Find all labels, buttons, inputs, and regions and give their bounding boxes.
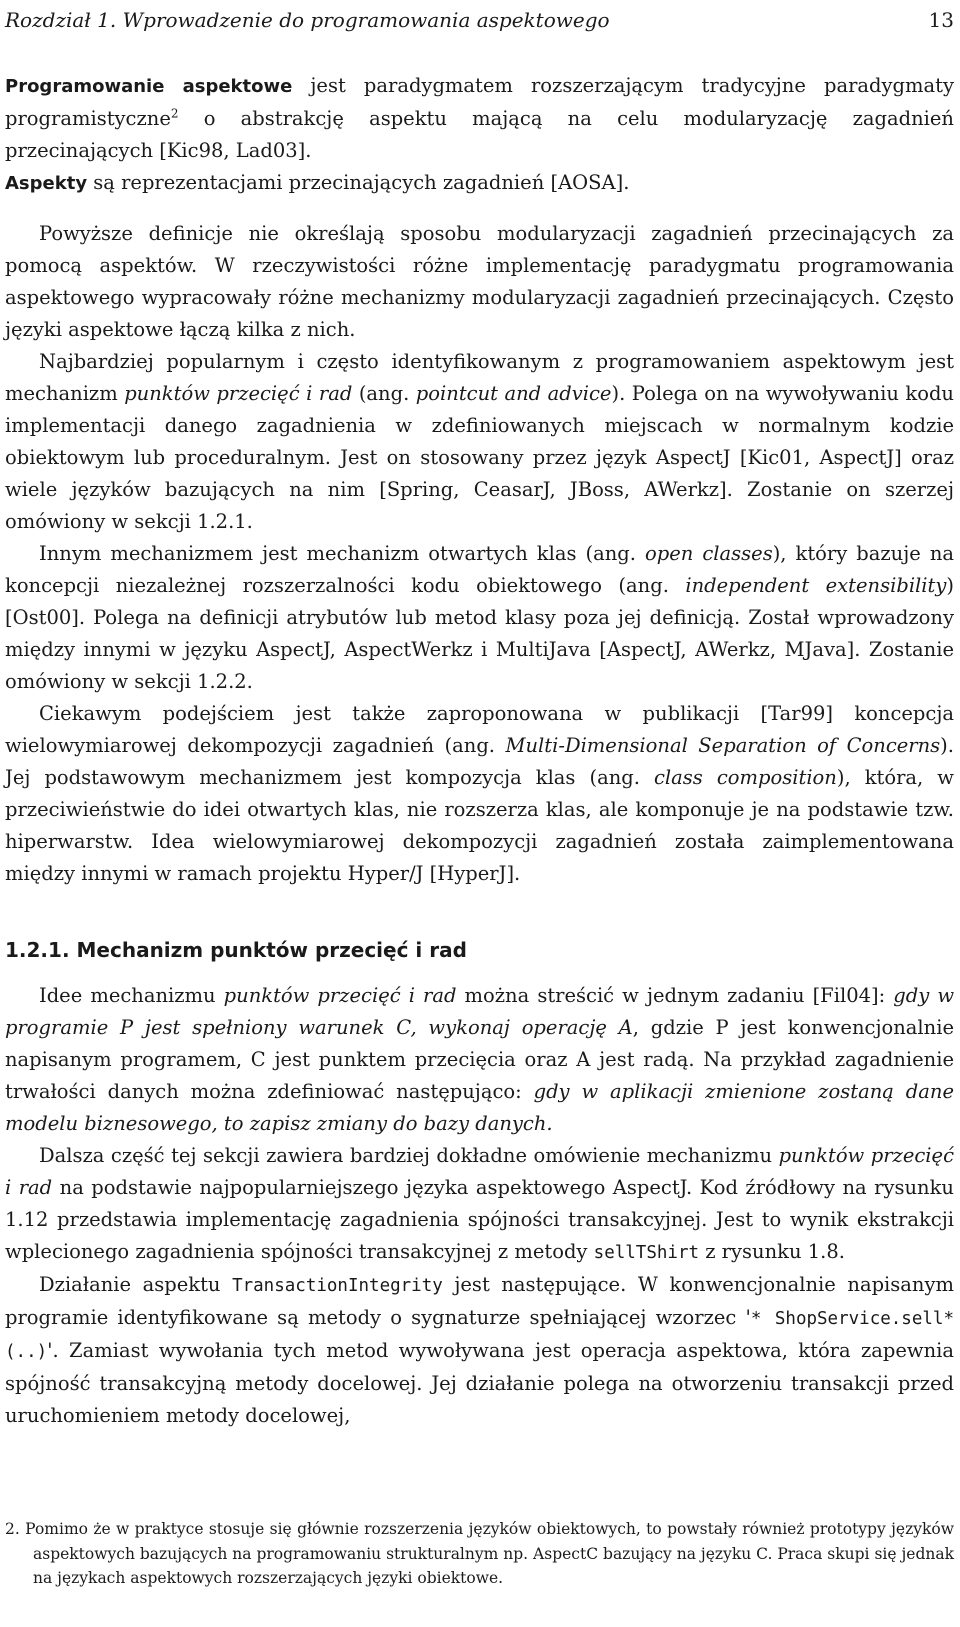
term-aspects: Aspekty — [5, 173, 88, 194]
footnote-ref: 2 — [170, 106, 179, 121]
page-number: 13 — [928, 8, 954, 32]
section-title: Mechanizm punktów przecięć i rad — [76, 938, 467, 962]
section-number: 1.2.1. — [5, 938, 70, 962]
paragraph-definition-aspects: Aspekty są reprezentacjami przecinających zagadnień [AOSA]. — [5, 171, 630, 194]
section-heading — [5, 934, 954, 966]
paragraph-aspectj: Dalsza część tej sekcji zawiera bardziej dokładne omówienie mechanizmu punktów przecięć i rad na podstawie najpopularniejszego języka aspektowego AspectJ. Kod źródłowy na rysunku 1.12 przedstawia implementację zagadnienia spójności transakcyjnej. Jest to wynik ekstrakcji wplecionego zagadnienia spójności transakcyjnej z metody sellTShirt z rysunku 1.8. — [5, 1144, 954, 1263]
footnote — [5, 1517, 954, 1591]
code-transaction-integrity: TransactionIntegrity — [232, 1276, 443, 1296]
code-pattern: * ShopService.sell*(..) — [5, 1309, 954, 1362]
term-aop: Programowanie aspektowe — [5, 76, 293, 97]
paragraph-mechanisms: Powyższe definicje nie określają sposobu modularyzacji zagadnień przecinających za pomocą aspektów. W rzeczywistości różne implementację paradygmatu programowania aspektowego wypracowały różne mechanizmy modularyzacji zagadnień przecinających. Często języki aspektowe łączą kilka z nich. — [5, 222, 954, 341]
paragraph-definition-aop: Programowanie aspektowe jest paradygmatem rozszerzającym tradycyjne paradygmaty programistyczne$^2$ o abstrakcję aspektu mającą na celu modularyzację zagadnień przecinających [Kic98, Lad03]. — [5, 74, 954, 162]
running-header — [5, 4, 954, 36]
paragraph-idea: Idee mechanizmu punktów przecięć i rad można streścić w jednym zadaniu [Fil04]: gdy w programie P jest spełniony warunek C, wykonaj operację A, gdzie P jest konwencjonalnie napisanym programem, C jest punktem przecięcia oraz A jest radą. Na przykład zagadnienie trwałości danych można zdefiniować następująco: gdy w aplikacji zmienione zostaną dane modelu biznesowego, to zapisz zmiany do bazy danych. — [5, 984, 955, 1135]
main-text — [5, 70, 954, 1432]
paragraph-mdsoc: Ciekawym podejściem jest także zaproponowana w publikacji [Tar99] koncepcja wielowymiarowej dekompozycji zagadnień (ang. Multi-Dimensional Separation of Concerns). Jej podstawowym mechanizmem jest kompozycja klas (ang. class composition), która, w przeciwieństwie do idei otwartych klas, nie rozszerza klas, ale komponuje je na podstawie tzw. hiperwarstw. Idea wielowymiarowej dekompozycji zagadnień została zaimplementowana między innymi w ramach projektu Hyper/J [HyperJ]. — [5, 702, 954, 885]
code-selltshirt: sellTShirt — [593, 1243, 700, 1263]
chapter-title: Rozdział 1. Wprowadzenie do programowania aspektowego — [5, 8, 610, 32]
footnote-mark: 2. — [5, 1520, 20, 1538]
footnote-text: Pomimo że w praktyce stosuje się głównie rozszerzenia języków obiektowych, to powstały również prototypy języków aspektowych bazujących na programowaniu strukturalnym np. AspectC bazujący na języku C. Praca skupi się jednak na językach aspektowych rozszerzających języki obiektowe. — [25, 1520, 954, 1587]
paragraph-pointcut-advice: Najbardziej popularnym i często identyfikowanym z programowaniem aspektowym jest mechanizm punktów przecięć i rad (ang. pointcut and advice). Polega on na wywoływaniu kodu implementacji danego zagadnienia w zdefiniowanych miejscach w normalnym kodzie obiektowym lub proceduralnym. Jest on stosowany przez język AspectJ [Kic01, AspectJ] oraz wiele języków bazujących na nim [Spring, CeasarJ, JBoss, AWerkz]. Zostanie on szerzej omówiony w sekcji 1.2.1. — [5, 350, 954, 533]
paragraph-open-classes: Innym mechanizmem jest mechanizm otwartych klas (ang. open classes), który bazuje na koncepcji niezależnej rozszerzalności kodu obiektowego (ang. independent extensibility) [Ost00]. Polega na definicji atrybutów lub metod klasy poza jej definicją. Został wprowadzony między innymi w języku AspectJ, AspectWerkz i MultiJava [AspectJ, AWerkz, MJava]. Zostanie omówiony w sekcji 1.2.2. — [5, 542, 955, 693]
paragraph-transaction-integrity: Działanie aspektu TransactionIntegrity jest następujące. W konwencjonalnie napisanym programie identyfikowane są metody o sygnaturze spełniającej wzorzec '* ShopService.sell*(..)'. Zamiast wywołania tych metod wywoływana jest operacja aspektowa, która zapewnia spójność transakcyjną metody docelowej. Jej działanie polega na otworzeniu transakcji przed uruchomieniem metody docelowej, — [5, 1273, 954, 1427]
